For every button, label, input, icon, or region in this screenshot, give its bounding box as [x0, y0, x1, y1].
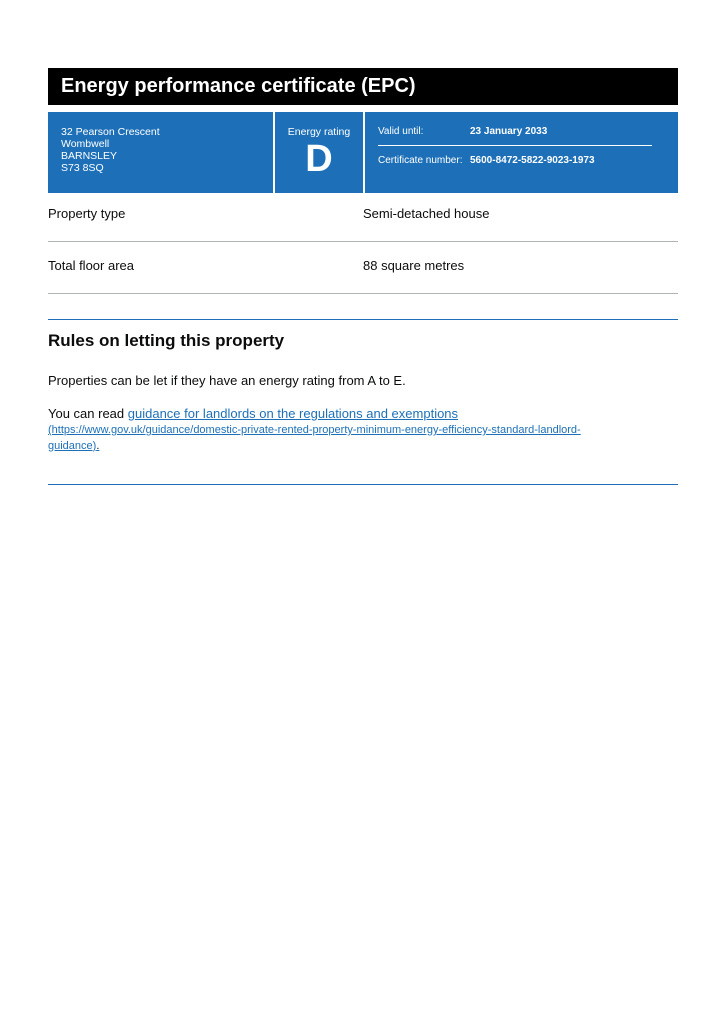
certificate-details [365, 112, 678, 193]
valid-until-value: 23 January 2033 [470, 126, 548, 137]
certificate-summary [48, 112, 678, 193]
certificate-number-value: 5600-8472-5822-9023-1973 [470, 155, 595, 166]
guidance-prefix: You can read [48, 406, 128, 421]
address-line-1: 32 Pearson Crescent [61, 126, 160, 138]
energy-rating-label: Energy rating [287, 126, 351, 138]
floor-area-value: 88 square metres [363, 258, 465, 273]
letting-rules-paragraph: Properties can be let if they have an energy rating from A to E. [48, 373, 406, 388]
valid-until-row [378, 126, 547, 138]
property-address [48, 112, 273, 193]
guidance-url-line-2[interactable]: guidance) [48, 439, 97, 452]
valid-until-label: Valid until: [378, 126, 424, 137]
energy-rating-letter: D [305, 138, 333, 180]
floor-area-label: Total floor area [48, 258, 134, 273]
guidance-paragraph [48, 406, 678, 422]
letting-rules-heading: Rules on letting this property [48, 331, 285, 350]
guidance-url-suffix: . [96, 439, 100, 452]
certificate-number-row [378, 155, 595, 167]
address-line-2: Wombwell [61, 138, 110, 150]
section-divider [48, 319, 678, 320]
property-type-value: Semi-detached house [363, 206, 490, 221]
section-divider [48, 484, 678, 485]
guidance-url-line-1[interactable]: (https://www.gov.uk/guidance/domestic-private-rented-property-minimum-energy-efficiency-standard-landlord- [48, 424, 581, 436]
guidance-link[interactable]: guidance for landlords on the regulations and exemptions [127, 406, 459, 421]
address-postcode: S73 8SQ [61, 162, 104, 174]
details-divider [378, 145, 652, 146]
certificate-number-label: Certificate number: [378, 155, 463, 166]
address-line-3: BARNSLEY [61, 150, 118, 162]
guidance-url[interactable] [48, 423, 648, 454]
floor-area-row [48, 245, 678, 294]
energy-rating-box [275, 112, 363, 193]
property-type-row [48, 193, 678, 242]
page-title: Energy performance certificate (EPC) [48, 68, 678, 105]
property-type-label: Property type [48, 206, 126, 221]
